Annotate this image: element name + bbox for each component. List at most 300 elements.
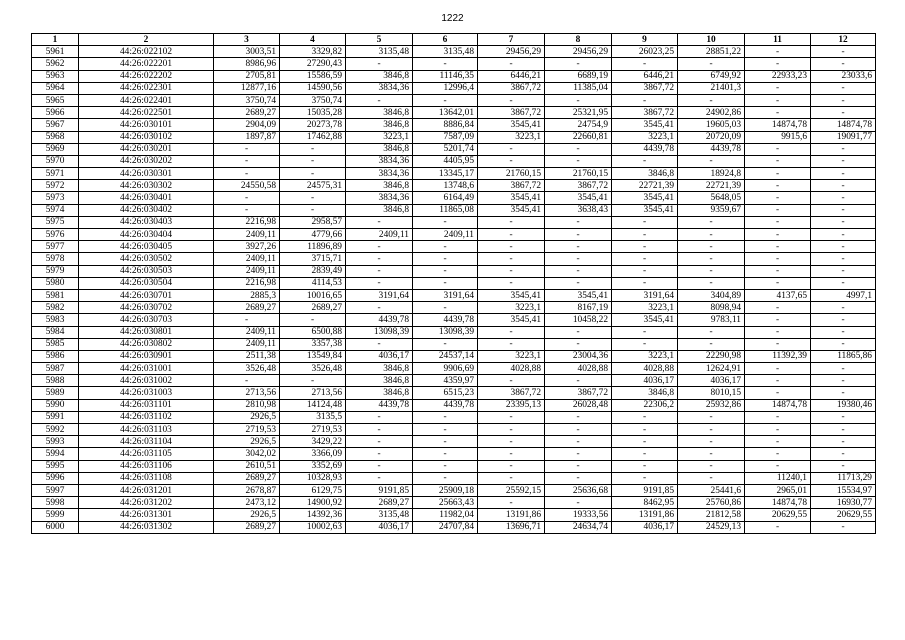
cadastral-number-cell: 44:26:030302 [79,180,214,192]
value-cell: - [745,460,811,472]
cadastral-number-cell: 44:26:030301 [79,168,214,180]
value-cell: 4439,78 [612,143,678,155]
row-number-cell: 5973 [32,192,79,204]
value-cell: 3834,36 [346,155,413,167]
value-cell: 3191,64 [346,289,413,301]
value-cell: 2810,98 [214,399,280,411]
value-cell: 27290,43 [280,58,346,70]
value-cell: 3846,8 [612,168,678,180]
value-cell: 2689,27 [214,302,280,314]
value-cell: - [545,436,612,448]
table-row [32,131,876,143]
cadastral-number-cell: 44:26:030502 [79,253,214,265]
value-cell: 4114,53 [280,277,346,289]
value-cell: 23395,13 [478,399,545,411]
value-cell: 3846,8 [346,363,413,375]
value-cell: - [545,155,612,167]
value-cell: 1897,87 [214,131,280,143]
value-cell: - [280,375,346,387]
value-cell: - [745,363,811,375]
value-cell: - [612,448,678,460]
value-cell: 3135,48 [346,46,413,58]
table-row [32,204,876,216]
value-cell: 24707,84 [413,521,478,533]
table-row [32,314,876,326]
value-cell: - [745,314,811,326]
value-cell: 22290,98 [678,350,745,362]
cadastral-number-cell: 44:26:030401 [79,192,214,204]
value-cell: - [545,472,612,484]
value-cell: - [678,424,745,436]
row-number-cell: 5988 [32,375,79,387]
cadastral-number-cell: 44:26:031003 [79,387,214,399]
value-cell: - [346,241,413,253]
value-cell: 2678,87 [214,484,280,496]
value-cell: - [214,168,280,180]
value-cell: 14124,48 [280,399,346,411]
value-cell: 25909,18 [413,484,478,496]
row-number-cell: 5978 [32,253,79,265]
table-row [32,326,876,338]
data-table [31,33,876,534]
table-row [32,509,876,521]
cadastral-number-cell: 44:26:030402 [79,204,214,216]
value-cell: 14874,78 [745,497,811,509]
cadastral-number-cell: 44:26:022301 [79,82,214,94]
value-cell: - [745,155,811,167]
value-cell: - [811,107,876,119]
value-cell: - [346,265,413,277]
value-cell: 4028,88 [478,363,545,375]
value-cell: - [612,241,678,253]
value-cell: - [346,424,413,436]
row-number-cell: 5962 [32,58,79,70]
value-cell: - [545,143,612,155]
value-cell: - [280,155,346,167]
value-cell: 20629,55 [811,509,876,521]
table-row [32,143,876,155]
value-cell: 3366,09 [280,448,346,460]
value-cell: 11392,39 [745,350,811,362]
value-cell: - [811,387,876,399]
value-cell: - [346,94,413,106]
value-cell: - [545,375,612,387]
value-cell: 6164,49 [413,192,478,204]
value-cell: 2689,27 [214,472,280,484]
value-cell: 2216,98 [214,277,280,289]
value-cell: - [545,94,612,106]
value-cell: 2409,11 [346,229,413,241]
value-cell: 3545,41 [545,289,612,301]
value-cell: 19333,56 [545,509,612,521]
value-cell: 13098,39 [413,326,478,338]
value-cell: 4779,66 [280,229,346,241]
value-cell: 25663,43 [413,497,478,509]
value-cell: - [413,472,478,484]
value-cell: - [678,229,745,241]
value-cell: 24575,31 [280,180,346,192]
value-cell: 3867,72 [612,107,678,119]
row-number-cell: 5989 [32,387,79,399]
value-cell: 2689,27 [280,302,346,314]
value-cell: 4036,17 [346,350,413,362]
value-cell: 11385,04 [545,82,612,94]
value-cell: 3867,72 [478,107,545,119]
cadastral-number-cell: 44:26:030801 [79,326,214,338]
value-cell: 18924,8 [678,168,745,180]
value-cell: 5201,74 [413,143,478,155]
value-cell: 13696,71 [478,521,545,533]
value-cell: 10016,65 [280,289,346,301]
column-header-11: 11 [745,34,811,46]
value-cell: 5648,05 [678,192,745,204]
value-cell: - [413,302,478,314]
table-row [32,497,876,509]
value-cell: - [545,460,612,472]
value-cell: 20720,09 [678,131,745,143]
value-cell: 25592,15 [478,484,545,496]
value-cell: 13748,6 [413,180,478,192]
value-cell: 2705,81 [214,70,280,82]
value-cell: - [478,448,545,460]
table-row [32,82,876,94]
value-cell: 2216,98 [214,216,280,228]
cadastral-number-cell: 44:26:031102 [79,411,214,423]
value-cell: - [413,216,478,228]
value-cell: 3329,82 [280,46,346,58]
table-row [32,155,876,167]
cadastral-number-cell: 44:26:031106 [79,460,214,472]
value-cell: 13098,39 [346,326,413,338]
value-cell: 3846,8 [346,375,413,387]
value-cell: - [612,338,678,350]
value-cell: 24634,74 [545,521,612,533]
table-row [32,460,876,472]
value-cell: - [413,265,478,277]
table-row [32,180,876,192]
row-number-cell: 5984 [32,326,79,338]
value-cell: - [678,436,745,448]
table-row [32,375,876,387]
value-cell: - [478,472,545,484]
value-cell: 19091,77 [811,131,876,143]
value-cell: - [811,326,876,338]
value-cell: - [811,375,876,387]
table-row [32,338,876,350]
value-cell: - [214,375,280,387]
row-number-cell: 5985 [32,338,79,350]
row-number-cell: 5968 [32,131,79,143]
value-cell: - [745,180,811,192]
value-cell: - [280,192,346,204]
value-cell: - [612,216,678,228]
cadastral-number-cell: 44:26:030503 [79,265,214,277]
value-cell: 25932,86 [678,399,745,411]
value-cell: - [413,277,478,289]
value-cell: 3545,41 [478,314,545,326]
table-row [32,399,876,411]
table-row [32,302,876,314]
value-cell: 22721,39 [612,180,678,192]
value-cell: - [478,436,545,448]
value-cell: - [214,155,280,167]
value-cell: - [214,143,280,155]
row-number-cell: 5980 [32,277,79,289]
value-cell: 6689,19 [545,70,612,82]
value-cell: 15534,97 [811,484,876,496]
cadastral-number-cell: 44:26:031302 [79,521,214,533]
value-cell: 22721,39 [678,180,745,192]
row-number-cell: 5969 [32,143,79,155]
value-cell: 26023,25 [612,46,678,58]
value-cell: 11865,86 [811,350,876,362]
value-cell: 23033,6 [811,70,876,82]
value-cell: 3545,41 [545,192,612,204]
value-cell: 13191,86 [612,509,678,521]
value-cell: 3545,41 [478,119,545,131]
value-cell: 3846,8 [346,143,413,155]
value-cell: 6515,23 [413,387,478,399]
value-cell: - [545,241,612,253]
cadastral-number-cell: 44:26:031101 [79,399,214,411]
value-cell: - [612,436,678,448]
value-cell: - [811,265,876,277]
column-header-2: 2 [79,34,214,46]
header-row [32,34,876,46]
value-cell: - [545,265,612,277]
value-cell: - [214,204,280,216]
value-cell: - [678,94,745,106]
value-cell: 12624,91 [678,363,745,375]
value-cell: - [678,326,745,338]
value-cell: 13549,84 [280,350,346,362]
value-cell: 3191,64 [413,289,478,301]
value-cell: - [811,216,876,228]
value-cell: - [545,58,612,70]
value-cell: 4405,95 [413,155,478,167]
value-cell: 21812,58 [678,509,745,521]
value-cell: 3545,41 [478,289,545,301]
value-cell: - [280,143,346,155]
value-cell: - [346,253,413,265]
value-cell: - [811,277,876,289]
value-cell: - [413,241,478,253]
table-row [32,424,876,436]
value-cell: 12996,4 [413,82,478,94]
value-cell: - [478,94,545,106]
value-cell: - [478,375,545,387]
value-cell: - [346,460,413,472]
value-cell: 3867,72 [478,180,545,192]
value-cell: 3867,72 [545,180,612,192]
column-header-3: 3 [214,34,280,46]
cadastral-number-cell: 44:26:031202 [79,497,214,509]
value-cell: 2926,5 [214,436,280,448]
cadastral-number-cell: 44:26:030102 [79,131,214,143]
value-cell: - [811,168,876,180]
value-cell: 3750,74 [280,94,346,106]
value-cell: 4028,88 [545,363,612,375]
value-cell: - [678,411,745,423]
value-cell: - [612,58,678,70]
value-cell: - [280,204,346,216]
value-cell: - [678,265,745,277]
value-cell: 9783,11 [678,314,745,326]
value-cell: - [678,460,745,472]
value-cell: - [745,204,811,216]
value-cell: 6446,21 [478,70,545,82]
value-cell: - [745,411,811,423]
value-cell: - [612,265,678,277]
value-cell: 14874,78 [745,399,811,411]
value-cell: 10328,93 [280,472,346,484]
row-number-cell: 5963 [32,70,79,82]
cadastral-number-cell: 44:26:031105 [79,448,214,460]
value-cell: 9915,6 [745,131,811,143]
value-cell: 3545,41 [478,204,545,216]
value-cell: - [478,143,545,155]
value-cell: - [612,472,678,484]
value-cell: 3135,48 [413,46,478,58]
value-cell: 3834,36 [346,192,413,204]
value-cell: - [478,460,545,472]
column-header-10: 10 [678,34,745,46]
value-cell: 2885,3 [214,289,280,301]
row-number-cell: 5995 [32,460,79,472]
value-cell: 22306,2 [612,399,678,411]
table-row [32,94,876,106]
table-row [32,168,876,180]
value-cell: - [545,411,612,423]
value-cell: 16930,77 [811,497,876,509]
value-cell: 28851,22 [678,46,745,58]
value-cell: - [346,436,413,448]
value-cell: 19605,03 [678,119,745,131]
value-cell: 4036,17 [678,375,745,387]
value-cell: 4028,88 [612,363,678,375]
cadastral-number-cell: 44:26:030202 [79,155,214,167]
row-number-cell: 5987 [32,363,79,375]
value-cell: 11713,29 [811,472,876,484]
value-cell: 4036,17 [612,375,678,387]
value-cell: 3846,8 [346,119,413,131]
value-cell: 3545,41 [612,314,678,326]
value-cell: - [811,363,876,375]
table-row [32,119,876,131]
column-header-12: 12 [811,34,876,46]
table-row [32,46,876,58]
value-cell: - [811,192,876,204]
value-cell: - [678,448,745,460]
value-cell: - [745,58,811,70]
value-cell: 2409,11 [214,265,280,277]
column-header-8: 8 [545,34,612,46]
value-cell: - [413,460,478,472]
value-cell: - [678,155,745,167]
value-cell: - [678,472,745,484]
value-cell: 4997,1 [811,289,876,301]
value-cell: 29456,29 [478,46,545,58]
value-cell: - [745,216,811,228]
value-cell: - [413,253,478,265]
value-cell: - [745,241,811,253]
cadastral-number-cell: 44:26:031201 [79,484,214,496]
value-cell: 24754,9 [545,119,612,131]
value-cell: - [346,411,413,423]
value-cell: 3135,5 [280,411,346,423]
value-cell: - [413,338,478,350]
value-cell: 3927,26 [214,241,280,253]
value-cell: 2904,09 [214,119,280,131]
value-cell: 10002,63 [280,521,346,533]
cadastral-number-cell: 44:26:031301 [79,509,214,521]
row-number-cell: 5983 [32,314,79,326]
value-cell: 4036,17 [612,521,678,533]
value-cell: 3223,1 [478,131,545,143]
cadastral-number-cell: 44:26:022401 [79,94,214,106]
value-cell: 3750,74 [214,94,280,106]
cadastral-number-cell: 44:26:022501 [79,107,214,119]
value-cell: 25441,6 [678,484,745,496]
value-cell: 2713,56 [280,387,346,399]
value-cell: 2409,11 [214,326,280,338]
value-cell: - [545,216,612,228]
value-cell: - [280,314,346,326]
value-cell: - [346,302,413,314]
value-cell: 3867,72 [478,82,545,94]
column-header-5: 5 [346,34,413,46]
row-number-cell: 5977 [32,241,79,253]
value-cell: - [745,521,811,533]
value-cell: 14874,78 [811,119,876,131]
value-cell: - [745,375,811,387]
value-cell: - [346,58,413,70]
value-cell: - [745,168,811,180]
row-number-cell: 5961 [32,46,79,58]
value-cell: - [413,424,478,436]
value-cell: 22933,23 [745,70,811,82]
value-cell: - [478,338,545,350]
table-row [32,448,876,460]
row-number-cell: 5991 [32,411,79,423]
value-cell: - [811,460,876,472]
value-cell: - [478,411,545,423]
value-cell: - [545,229,612,241]
value-cell: 9191,85 [346,484,413,496]
value-cell: 8167,19 [545,302,612,314]
cadastral-number-cell: 44:26:030101 [79,119,214,131]
value-cell: 25636,68 [545,484,612,496]
value-cell: 3846,8 [346,204,413,216]
value-cell: - [678,277,745,289]
column-header-4: 4 [280,34,346,46]
cadastral-number-cell: 44:26:030404 [79,229,214,241]
value-cell: 9191,85 [612,484,678,496]
table-row [32,521,876,533]
cadastral-number-cell: 44:26:030901 [79,350,214,362]
row-number-cell: 5966 [32,107,79,119]
value-cell: 3352,69 [280,460,346,472]
value-cell: - [612,229,678,241]
value-cell: 2689,27 [346,497,413,509]
value-cell: 3223,1 [478,302,545,314]
row-number-cell: 5972 [32,180,79,192]
row-number-cell: 5997 [32,484,79,496]
cadastral-number-cell: 44:26:030403 [79,216,214,228]
value-cell: - [346,277,413,289]
value-cell: 15586,59 [280,70,346,82]
value-cell: 3846,8 [612,387,678,399]
